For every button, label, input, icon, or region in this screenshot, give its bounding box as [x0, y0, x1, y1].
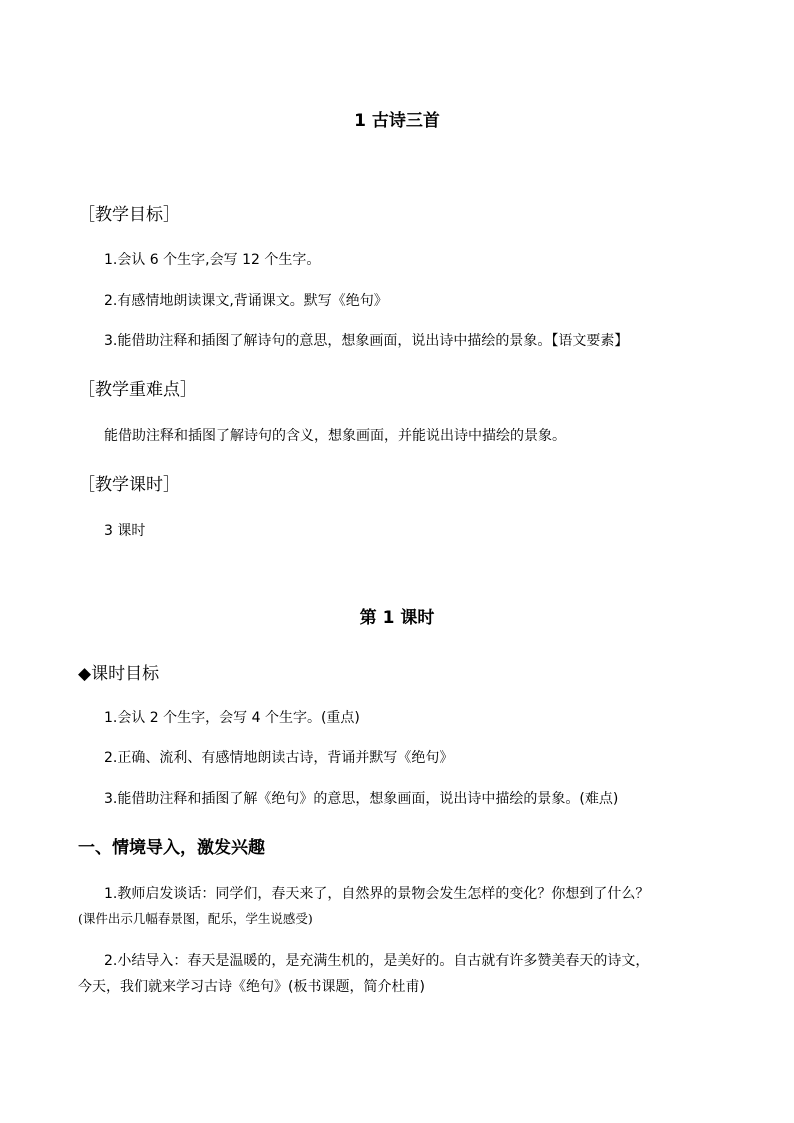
periods-heading: ［教学课时］: [78, 475, 180, 495]
lesson-goals-heading: ◆课时目标: [78, 664, 160, 684]
paragraph-1-line-1: 1.教师启发谈话：同学们，春天来了，自然界的景物会发生怎样的变化？你想到了什么？: [104, 886, 650, 902]
paragraph-1-note: (课件出示几幅春景图，配乐，学生说感受): [78, 911, 313, 926]
paragraph-2-line-1: 2.小结导入：春天是温暖的，是充满生机的，是美好的。自古就有许多赞美春天的诗文，: [104, 953, 650, 969]
lesson-goal-1: 1.会认 2 个生字，会写 4 个生字。(重点): [104, 710, 360, 726]
objective-item-2: 2.有感情地朗读课文,背诵课文。默写《绝句》: [104, 293, 388, 309]
paragraph-2-line-2: 今天，我们就来学习古诗《绝句》(板书课题，简介杜甫): [78, 979, 425, 995]
lesson-goal-3: 3.能借助注释和插图了解《绝句》的意思，想象画面，说出诗中描绘的景象。(难点): [104, 791, 619, 807]
section-heading: 一、情境导入，激发兴趣: [78, 838, 265, 858]
objective-item-3: 3.能借助注释和插图了解诗句的意思，想象画面，说出诗中描绘的景象。【语文要素】: [104, 333, 629, 349]
objective-item-1: 1.会认 6 个生字,会写 12 个生字。: [104, 252, 321, 268]
objectives-heading: ［教学目标］: [78, 205, 180, 225]
lesson-goal-2: 2.正确、流利、有感情地朗读古诗，背诵并默写《绝句》: [104, 750, 454, 766]
key-points-heading: ［教学重难点］: [78, 380, 197, 400]
page-title: 1 古诗三首: [354, 111, 440, 131]
key-points-text: 能借助注释和插图了解诗句的含义，想象画面，并能说出诗中描绘的景象。: [104, 428, 566, 444]
lesson-title: 第 1 课时: [359, 608, 435, 628]
periods-text: 3 课时: [104, 523, 146, 539]
